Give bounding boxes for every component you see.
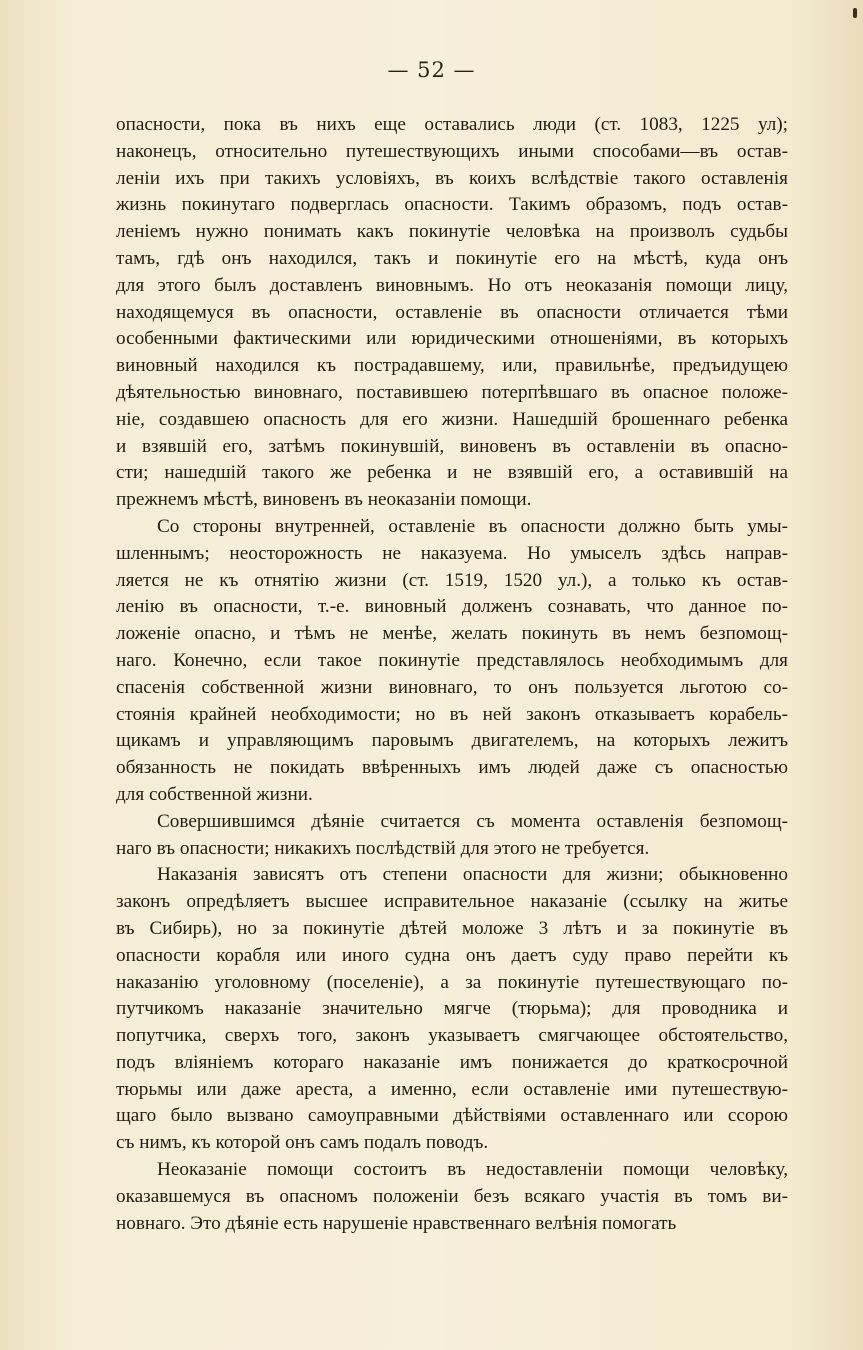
text-line: обязанность не покидать ввѣренныхъ имъ людей даже съ опасностью <box>116 757 788 779</box>
text-line: въ Сибирь), но за покинутіе дѣтей моложе 3 лѣтъ и за покинутіе въ <box>116 917 788 939</box>
text-line: стоянія крайней необходимости; но въ ней законъ отказываетъ корабель- <box>116 703 788 725</box>
text-line: особенными фактическими или юридическими отношеніями, въ которыхъ <box>116 328 788 350</box>
text-line: новнаго. Это дѣяніе есть нарушеніе нравственнаго велѣнія помогать <box>116 1212 677 1234</box>
text-line: законъ опредѣляетъ высшее исправительное наказаніе (ссылку на житье <box>116 891 788 913</box>
text-line: ленію въ опасности, т.-е. виновный долженъ сознавать, что данное по- <box>116 596 788 618</box>
text-line: подъ вліяніемъ котораго наказаніе имъ понижается до краткосрочной <box>116 1051 788 1073</box>
text-line: Со стороны внутренней, оставленіе въ опасности должно быть умы- <box>157 515 788 537</box>
text-line: наказанію уголовному (поселеніе), а за покинутіе путешествующаго по- <box>116 971 788 993</box>
text-line: попутчика, сверхъ того, законъ указываетъ смягчающее обстоятельство, <box>116 1025 788 1047</box>
text-line: леніемъ нужно понимать какъ покинутіе человѣка на произволъ судьбы <box>116 221 788 243</box>
text-line: щикамъ и управляющимъ паровымъ двигателемъ, на которыхъ лежитъ <box>116 730 788 752</box>
paragraph <box>116 809 788 863</box>
paragraph <box>116 1157 788 1237</box>
text-line: дѣятельностью виновнаго, поставившею потерпѣвшаго въ опасное положе- <box>116 381 788 403</box>
text-line: тюрьмы или даже ареста, а именно, если оставленіе ими путешествую- <box>116 1078 788 1100</box>
text-line: для этого былъ доставленъ виновнымъ. Но отъ неоказанія помощи лицу, <box>116 274 788 296</box>
text-line: ніе, создавшею опасность для его жизни. Нашедшій брошеннаго ребенка <box>116 408 788 430</box>
edge-mark <box>853 8 857 18</box>
text-line: шленнымъ; неосторожность не наказуема. Но умыселъ здѣсь направ- <box>116 542 788 564</box>
text-line: и взявшій его, затѣмъ покинувшій, виновенъ въ оставленіи въ опасно- <box>116 435 788 457</box>
text-line: ложеніе опасно, и тѣмъ не менѣе, желать покинуть въ немъ безпомощ- <box>116 623 788 645</box>
body-text <box>116 112 788 1237</box>
text-line: Неоказаніе помощи состоитъ въ недоставленіи помощи человѣку, <box>157 1159 788 1181</box>
text-line: сти; нашедшій такого же ребенка и не взявшій его, а оставившій на <box>116 462 788 484</box>
text-line: оказавшемуся въ опасномъ положеніи безъ всякаго участія въ томъ ви- <box>116 1185 788 1207</box>
text-line: тамъ, гдѣ онъ находился, такъ и покинутіе его на мѣстѣ, куда онъ <box>116 247 788 269</box>
page-number: — 52 — <box>387 58 476 82</box>
text-line: спасенія собственной жизни виновнаго, то онъ пользуется льготою со- <box>116 676 788 698</box>
text-line: съ нимъ, къ которой онъ самъ подалъ поводъ. <box>116 1132 489 1154</box>
text-line: опасности корабля или иного судна онъ даетъ суду право перейти къ <box>116 944 788 966</box>
text-line: Наказанія зависятъ отъ степени опасности для жизни; обыкновенно <box>157 864 788 886</box>
paragraph <box>116 862 788 1157</box>
text-line: виновный находился къ пострадавшему, или, правильнѣе, предъидущею <box>116 355 788 377</box>
text-line: жизнь покинутаго подверглась опасности. Такимъ образомъ, подъ остав- <box>116 194 788 216</box>
text-line: наконецъ, относительно путешествующихъ иными способами—въ остав- <box>116 140 788 162</box>
text-line: Совершившимся дѣяніе считается съ момента оставленія безпомощ- <box>157 810 788 832</box>
text-line: щаго было вызвано самоуправными дѣйствіями оставленнаго или ссорою <box>116 1105 788 1127</box>
text-line: леніи ихъ при такихъ условіяхъ, въ коихъ вслѣдствіе такого оставленія <box>116 167 788 189</box>
text-line: наго. Конечно, если такое покинутіе представлялось необходимымъ для <box>116 649 788 671</box>
text-line: наго въ опасности; никакихъ послѣдствій для этого не требуется. <box>116 837 650 859</box>
text-line: для собственной жизни. <box>116 783 313 805</box>
text-line: прежнемъ мѣстѣ, виновенъ въ неоказаніи помощи. <box>116 489 532 511</box>
paragraph <box>116 112 788 514</box>
text-line: опасности, пока въ нихъ еще оставались люди (ст. 1083, 1225 ул); <box>116 114 788 135</box>
paragraph <box>116 514 788 809</box>
text-line: ляется не къ отнятію жизни (ст. 1519, 1520 ул.), а только къ остав- <box>116 569 788 591</box>
text-line: путчикомъ наказаніе значительно мягче (тюрьма); для проводника и <box>116 998 788 1020</box>
text-line: находящемуся въ опасности, оставленіе въ опасности отличается тѣми <box>116 301 788 323</box>
